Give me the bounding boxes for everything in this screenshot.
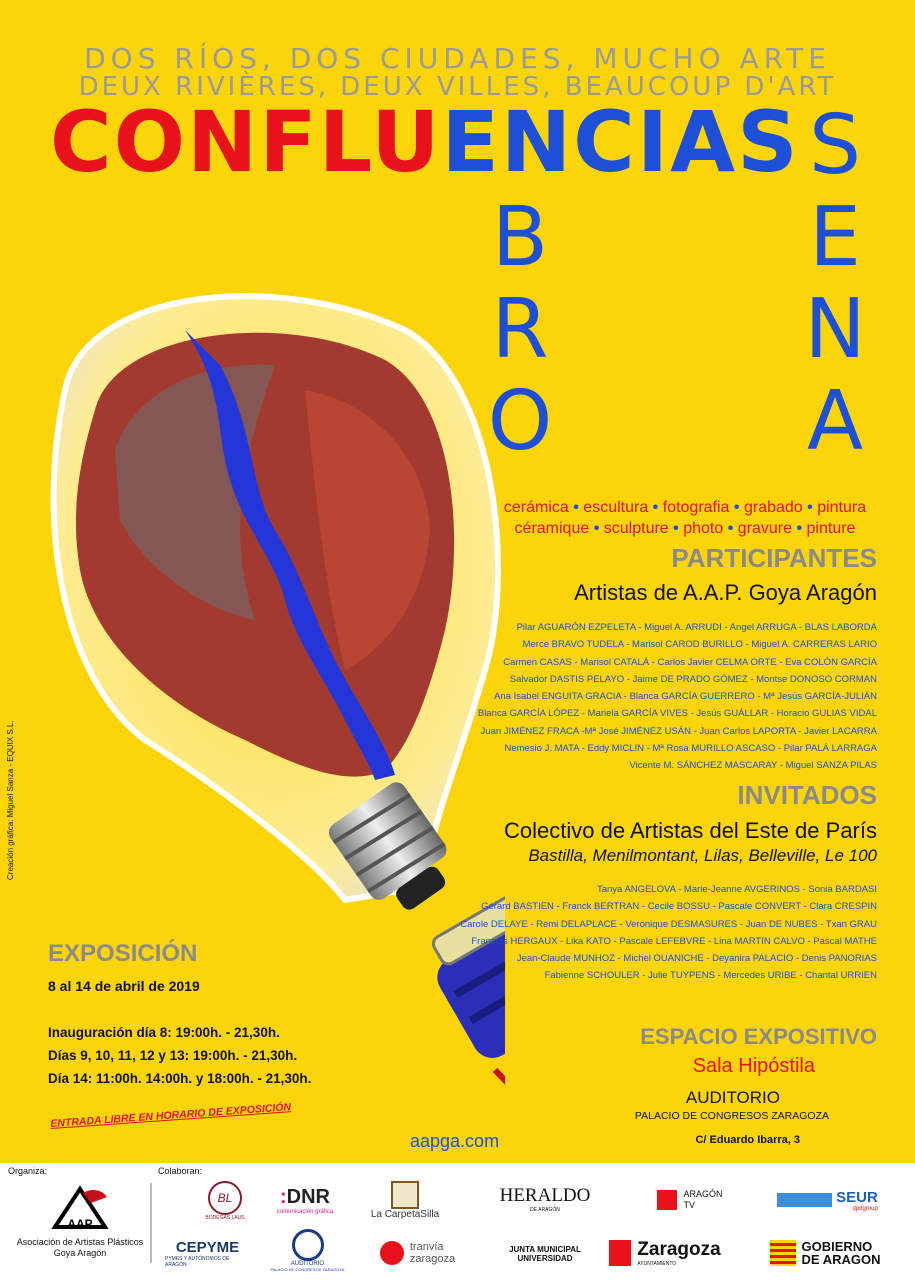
dnr-sub: comunicación gráfica	[276, 1208, 334, 1215]
artist-line: Blanca GARCÍA LÓPEZ - Mariela GARCÍA VIVES - Jesús GUÁLLAR - Horacio GULIAS VIDAL	[477, 708, 877, 720]
artist-line: Fabienne SCHOULER - Julie TUYPENS - Mercedes URIBE - Chantal URRIEN	[544, 970, 877, 982]
discipline-item: cerámica	[503, 499, 569, 516]
seur-sub: dpdgroup	[852, 1205, 878, 1212]
discipline-item: sculpture	[603, 520, 669, 537]
dnr-logo	[270, 1185, 340, 1215]
heraldo-sub: DE ARAGÓN	[530, 1207, 560, 1213]
aragon-flag-icon	[770, 1240, 796, 1266]
espacio-venue: AUDITORIO	[685, 1088, 780, 1107]
separator: •	[796, 520, 803, 537]
junta-line: JUNTA MUNICIPAL	[509, 1245, 581, 1254]
ebro-letter: B	[491, 190, 549, 285]
auditorio-logo	[270, 1225, 345, 1275]
schedule-line: Día 14: 11:00h. 14:00h. y 18:00h. - 21,30h.	[48, 1071, 312, 1086]
artist-line: Tanya ANGELOVA - Marie-Jeanne AVGERINOS - Sonia BARDASI	[596, 884, 877, 895]
auditorio-sub: PALACIO DE CONGRESOS ZARAGOZA	[270, 1266, 345, 1272]
carpeta-name: La CarpetaSilla	[370, 1208, 440, 1220]
discipline-item: céramique	[514, 520, 590, 537]
auditorio-name: AUDITORIO	[290, 1260, 325, 1267]
ebro-letter: R	[491, 282, 549, 377]
carpeta-logo	[365, 1179, 445, 1221]
aragontv-line: TV	[683, 1200, 695, 1210]
design-credit: Creación gráfica: Miguel Sanza - EQUIX S.L.	[6, 720, 15, 880]
discipline-item: pinture	[806, 520, 856, 537]
discipline-item: fotografia	[662, 499, 730, 516]
artist-line: Vicente M. SÁNCHEZ MASCARAY - Miguel SANZA PILAS	[629, 760, 877, 772]
free-entry-note: ENTRADA LIBRE EN HORARIO DE EXPOSICIÓN	[50, 1101, 292, 1130]
artist-line: Ana Isabel ENGUITA GRACIA - Blanca GARCÍA GUERRERO - Mª Jesús GARCÍA-JULIÁN	[494, 691, 877, 703]
title-red-part: CONFLU	[50, 93, 442, 191]
invitados-places: Bastilla, Menilmontant, Lilas, Belleville, Le 100	[528, 846, 877, 865]
schedule-line: Días 9, 10, 11, 12 y 13: 19:00h. - 21,30h.	[48, 1048, 298, 1063]
discipline-item: gravure	[737, 520, 793, 537]
aap-logo	[20, 1181, 140, 1233]
sena-letter: E	[809, 190, 861, 285]
cepyme-logo	[165, 1235, 250, 1271]
artist-line: François HERGAUX - Lika KATO - Pascale LEFEBVRE - Lina MARTIN CALVO - Pascal MATHE	[471, 935, 877, 947]
separator: •	[727, 520, 734, 537]
aragontv-icon	[657, 1190, 677, 1210]
heraldo-name: HERALDO	[499, 1185, 591, 1206]
disciplines-french	[480, 518, 890, 540]
seur-name: SEUR	[836, 1188, 878, 1206]
artist-line: Pilar AGUARÓN EZPELETA - Miguel A. ARRUDI - Angel ARRUGA - BLAS LABORDA	[516, 622, 877, 633]
main-title	[50, 93, 800, 191]
gobierno-text	[802, 1240, 881, 1266]
schedule-line: Inauguración día 8: 19:00h. - 21,30h.	[48, 1025, 280, 1040]
zaragoza-sub: AYUNTAMIENTO	[637, 1261, 677, 1267]
separator: •	[593, 520, 600, 537]
zaragoza-name: Zaragoza	[637, 1239, 721, 1260]
seur-logo	[770, 1185, 885, 1215]
dnr-text: :DNR	[279, 1185, 330, 1208]
organiza-label: Organiza:	[8, 1166, 48, 1176]
junta-municipal-logo	[495, 1239, 595, 1269]
sponsors-footer	[0, 1163, 915, 1280]
exposicion-schedule	[48, 1021, 311, 1090]
sena-letter: S	[808, 98, 862, 193]
website-link[interactable]: aapga.com	[410, 1131, 500, 1151]
vertical-word-sena	[800, 100, 870, 468]
exposicion-title: EXPOSICIÓN	[48, 940, 198, 967]
artist-line: Salvador DASTIS PELAYO - Jaime DE PRADO GÓMEZ - Montse DONOSO CORMAN	[509, 673, 877, 685]
artist-line: Merce BRAVO TUDELA - Marisol CAROD BURILLO - Miguel A. CARRERAS LARIO	[522, 639, 877, 651]
artist-line: Gérard BASTIEN - Franck BERTRAN - Cecile BOSSU - Pascale CONVERT - Clara CRESPIN	[481, 901, 877, 913]
bodegas-logo	[200, 1181, 250, 1221]
invitados-list	[447, 881, 877, 985]
aragontv-line: ARAGÓN	[683, 1189, 723, 1199]
ebro-letter: O	[487, 374, 553, 469]
cepyme-sub: PYMES Y AUTÓNOMOS DE ARAGÓN	[165, 1255, 230, 1268]
gobierno-line: DE ARAGON	[801, 1252, 881, 1267]
discipline-item: photo	[683, 520, 724, 537]
auditorio-icon	[292, 1229, 324, 1261]
separator: •	[807, 499, 813, 516]
colaboran-label: Colaboran:	[158, 1166, 203, 1176]
discipline-item: pintura	[817, 499, 867, 516]
heraldo-logo	[495, 1183, 595, 1215]
organizer-name-line: Asociación de Artistas Plásticos	[16, 1237, 144, 1247]
artist-line: Carmen CASAS - Marisol CATALÁ - Carlos Javier CELMA ORTE - Eva COLÓN GARCÍA	[503, 656, 877, 668]
aragontv-text	[683, 1189, 722, 1211]
gobierno-aragon-logo	[760, 1235, 890, 1271]
organizer-name-line: Goya Aragón	[53, 1248, 107, 1258]
ebro-letter	[485, 100, 555, 192]
aap-abbr: AAP	[67, 1217, 93, 1231]
junta-line: UNIVERSIDAD	[517, 1254, 573, 1263]
espacio-venue-sub: PALACIO DE CONGRESOS ZARAGOZA	[634, 1110, 829, 1122]
title-blue-part: ENCIAS	[441, 93, 800, 191]
bodegas-name: BODEGAS LAUS	[205, 1215, 245, 1221]
tranvia-icon	[380, 1241, 404, 1265]
artist-line: Juan JIMÉNEZ FRACA -Mª José JIMÉNEZ USÁN - Juan Carlos LAPORTA - Javier LACARRA	[480, 725, 877, 737]
disciplines-spanish	[480, 497, 890, 519]
separator: •	[733, 499, 740, 516]
artist-line: Carole DELAYE - Remi DELAPLACE - Veronique DESMASURES - Juan DE NUBES - Txan GRAU	[460, 918, 877, 930]
aragontv-logo	[645, 1185, 735, 1215]
tranvia-line: zaragoza	[409, 1253, 456, 1265]
tranvia-line: tranvía	[409, 1241, 444, 1253]
footer-divider	[150, 1183, 152, 1263]
gobierno-line: GOBIERNO	[801, 1239, 873, 1254]
tranvia-logo	[370, 1237, 465, 1269]
discipline-item: grabado	[743, 499, 803, 516]
separator: •	[652, 499, 659, 516]
seur-stripe-icon	[777, 1193, 832, 1207]
exposicion-dates: 8 al 14 de abril de 2019	[48, 978, 200, 994]
sena-letter: A	[806, 374, 864, 469]
tranvia-text	[410, 1241, 455, 1265]
participantes-title: PARTICIPANTES	[671, 543, 877, 573]
artist-line: Nemesio J. MATA - Eddy MICLIN - Mª Rosa MURILLO ASCASO - Pilar PALÁ LARRAGA	[504, 743, 877, 755]
organizer-name	[10, 1237, 150, 1259]
participantes-list	[447, 619, 877, 775]
espacio-address: C/ Eduardo Ibarra, 3	[695, 1134, 800, 1146]
artist-line: Jean-Claude MUNHOZ - Michel OUANICHE - Deyanira PALACIO - Denis PANORIAS	[516, 953, 877, 965]
espacio-title: ESPACIO EXPOSITIVO	[640, 1024, 877, 1049]
cepyme-name: CEPYME	[175, 1238, 240, 1256]
separator: •	[573, 499, 579, 516]
invitados-subtitle: Colectivo de Artistas del Este de París	[504, 818, 877, 843]
invitados-title: INVITADOS	[737, 780, 877, 810]
zaragoza-logo	[600, 1235, 730, 1271]
espacio-sala: Sala Hipóstila	[692, 1055, 815, 1077]
participantes-subtitle: Artistas de A.A.P. Goya Aragón	[574, 580, 877, 605]
separator: •	[673, 520, 679, 537]
bodegas-emblem-icon: BL	[208, 1181, 242, 1215]
ebro-first-letter-holder	[485, 100, 555, 192]
zaragoza-crest-icon	[609, 1240, 631, 1266]
headline-spanish: DOS RÍOS, DOS CIUDADES, MUCHO ARTE	[84, 42, 831, 75]
headline-french: DEUX RIVIÈRES, DEUX VILLES, BEAUCOUP D'ART	[78, 72, 837, 102]
sena-letter: N	[804, 282, 866, 377]
discipline-item: escultura	[583, 499, 649, 516]
carpeta-icon	[391, 1181, 419, 1209]
